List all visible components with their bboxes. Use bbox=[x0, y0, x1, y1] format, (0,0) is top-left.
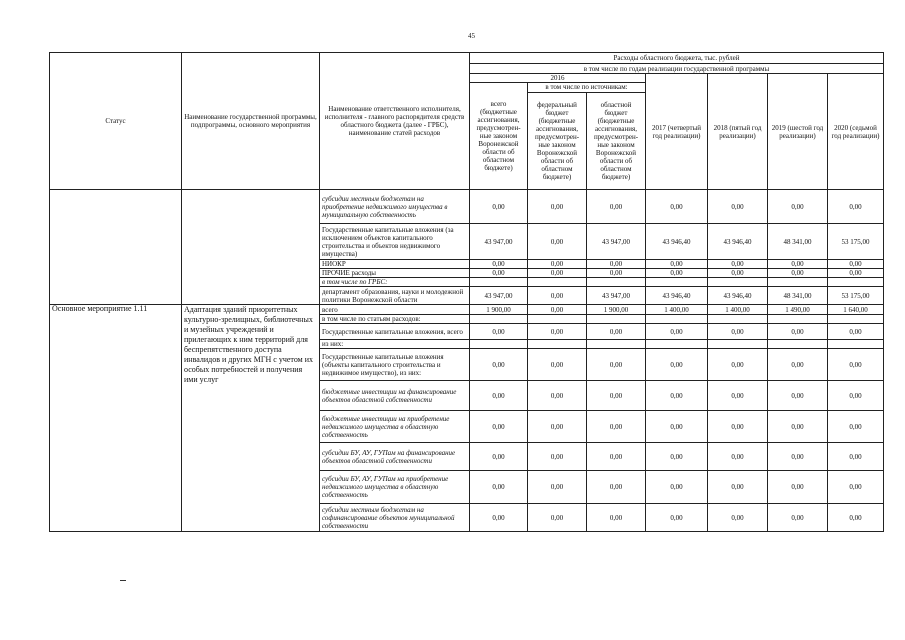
row-value bbox=[828, 340, 884, 349]
row-label: субсидии местным бюджетам на приобретение недвижимого имущества в муниципальную собственность bbox=[320, 190, 470, 224]
row-value: 0,00 bbox=[528, 224, 587, 260]
row-label: из них: bbox=[320, 340, 470, 349]
row-value: 0,00 bbox=[768, 443, 828, 471]
row-value: 0,00 bbox=[768, 190, 828, 224]
header-total: всего (бюджетные ассигнования, предусмотрен- ные законом Воронежской области об областном бюджете) bbox=[470, 83, 528, 190]
section-rows bbox=[50, 305, 884, 532]
row-value: 0,00 bbox=[768, 269, 828, 278]
row-value: 43 947,00 bbox=[587, 224, 646, 260]
row-value: 0,00 bbox=[768, 381, 828, 411]
row-value: 0,00 bbox=[708, 324, 768, 340]
row-value: 0,00 bbox=[470, 190, 528, 224]
row-value: 1 900,00 bbox=[470, 305, 528, 315]
row-value: 0,00 bbox=[528, 471, 587, 504]
header-year-2016: 2016 bbox=[470, 74, 646, 83]
row-label: ПРОЧИЕ расходы bbox=[320, 269, 470, 278]
header-executor: Наименование ответственного исполнителя, исполнителя - главного распорядителя средств областного бюджета (далее - ГРБС), наименование статей расходов bbox=[320, 53, 470, 190]
row-value: 0,00 bbox=[528, 349, 587, 381]
row-value: 0,00 bbox=[708, 443, 768, 471]
row-value bbox=[708, 340, 768, 349]
header-2017: 2017 (четвертый год реализации) bbox=[646, 74, 708, 190]
row-label: всего bbox=[320, 305, 470, 315]
header-sources-block bbox=[528, 83, 646, 190]
row-value bbox=[470, 340, 528, 349]
row-label: субсидии местным бюджетам на софинансирование объектов муниципальной собственности bbox=[320, 504, 470, 532]
row-value: 0,00 bbox=[708, 411, 768, 443]
row-label: НИОКР bbox=[320, 260, 470, 269]
row-value: 0,00 bbox=[828, 411, 884, 443]
row-value: 0,00 bbox=[646, 269, 708, 278]
row-value: 0,00 bbox=[708, 190, 768, 224]
row-value: 43 947,00 bbox=[470, 224, 528, 260]
row-value: 0,00 bbox=[587, 260, 646, 269]
row-value: 0,00 bbox=[470, 260, 528, 269]
row-value bbox=[587, 278, 646, 287]
row-value: 1 640,00 bbox=[828, 305, 884, 315]
row-value: 53 175,00 bbox=[828, 287, 884, 305]
row-label: Государственные капитальные вложения (за исключением объектов капитального строительства и объектов недвижимого имущества) bbox=[320, 224, 470, 260]
row-value bbox=[646, 278, 708, 287]
row-value: 0,00 bbox=[528, 324, 587, 340]
row-value bbox=[646, 315, 708, 324]
table-header bbox=[50, 53, 884, 190]
row-value: 0,00 bbox=[708, 269, 768, 278]
row-value: 0,00 bbox=[528, 305, 587, 315]
row-value: 0,00 bbox=[470, 443, 528, 471]
row-value bbox=[708, 278, 768, 287]
row-value: 0,00 bbox=[587, 269, 646, 278]
row-value: 0,00 bbox=[646, 381, 708, 411]
row-value: 48 341,00 bbox=[768, 224, 828, 260]
row-value: 43 946,40 bbox=[646, 224, 708, 260]
row-value: 0,00 bbox=[587, 443, 646, 471]
row-value: 0,00 bbox=[528, 287, 587, 305]
row-value bbox=[708, 315, 768, 324]
row-value: 0,00 bbox=[528, 269, 587, 278]
row-value: 0,00 bbox=[646, 443, 708, 471]
row-value: 0,00 bbox=[708, 381, 768, 411]
row-value bbox=[587, 315, 646, 324]
row-value: 0,00 bbox=[587, 471, 646, 504]
header-by-sources: в том числе по источникам: bbox=[528, 83, 645, 93]
row-value: 0,00 bbox=[587, 190, 646, 224]
row-value: 0,00 bbox=[646, 260, 708, 269]
row-label: в том числе по статьям расходов: bbox=[320, 315, 470, 324]
row-value: 0,00 bbox=[646, 190, 708, 224]
row-value bbox=[768, 278, 828, 287]
blank-name-cell bbox=[182, 190, 320, 305]
budget-table bbox=[49, 52, 884, 532]
header-by-years: в том числе по годам реализации государственной программы bbox=[470, 64, 884, 74]
row-value: 0,00 bbox=[470, 381, 528, 411]
row-label: бюджетные инвестиции на финансирование объектов областной собственности bbox=[320, 381, 470, 411]
row-value: 0,00 bbox=[587, 381, 646, 411]
row-value bbox=[828, 278, 884, 287]
row-value: 0,00 bbox=[768, 504, 828, 532]
row-value bbox=[828, 315, 884, 324]
row-value: 0,00 bbox=[470, 349, 528, 381]
row-value bbox=[768, 315, 828, 324]
row-value bbox=[528, 278, 587, 287]
row-label: Государственные капитальные вложения (объекты капитального строительства и недвижимое имущество), из них: bbox=[320, 349, 470, 381]
row-value: 0,00 bbox=[828, 471, 884, 504]
row-value: 43 947,00 bbox=[587, 287, 646, 305]
header-expenses-title: Расходы областного бюджета, тыс. рублей bbox=[470, 53, 884, 64]
row-value: 43 946,40 bbox=[646, 287, 708, 305]
page-number: 45 bbox=[468, 32, 475, 40]
row-value: 53 175,00 bbox=[828, 224, 884, 260]
table-row bbox=[50, 190, 884, 224]
row-value: 0,00 bbox=[708, 349, 768, 381]
row-value: 0,00 bbox=[828, 190, 884, 224]
row-value: 1 400,00 bbox=[708, 305, 768, 315]
section-name: Адаптация зданий приоритетных культурно-зрелищных, библиотечных и музейных учреждений и прилегающих к ним территорий для беспрепятственного доступа инвалидов и других МГН с учетом их особых потребностей и получения ими услуг bbox=[182, 305, 320, 532]
row-value: 0,00 bbox=[587, 504, 646, 532]
row-value: 0,00 bbox=[708, 471, 768, 504]
table-row bbox=[50, 305, 884, 315]
row-value: 0,00 bbox=[828, 260, 884, 269]
row-label: в том числе по ГРБС: bbox=[320, 278, 470, 287]
row-value: 0,00 bbox=[646, 411, 708, 443]
row-value: 0,00 bbox=[587, 324, 646, 340]
row-value: 0,00 bbox=[587, 349, 646, 381]
header-2018: 2018 (пятый год реализации) bbox=[708, 74, 768, 190]
row-value: 0,00 bbox=[646, 349, 708, 381]
section-status: Основное мероприятие 1.11 bbox=[50, 305, 182, 532]
row-value bbox=[587, 340, 646, 349]
header-2019: 2019 (шестой год реализации) bbox=[768, 74, 828, 190]
row-value: 0,00 bbox=[646, 504, 708, 532]
row-value: 0,00 bbox=[646, 471, 708, 504]
row-value: 0,00 bbox=[828, 443, 884, 471]
row-value: 0,00 bbox=[470, 269, 528, 278]
row-value bbox=[646, 340, 708, 349]
row-value: 0,00 bbox=[708, 260, 768, 269]
row-value: 43 946,40 bbox=[708, 224, 768, 260]
row-value: 0,00 bbox=[528, 381, 587, 411]
header-regional: областной бюджет (бюджетные ассигнования, предусмотрен- ные законом Воронежской области об областном бюджете) bbox=[593, 101, 639, 181]
row-value bbox=[470, 315, 528, 324]
row-value: 0,00 bbox=[828, 381, 884, 411]
row-label: субсидии БУ, АУ, ГУПам на финансирование объектов областной собственности bbox=[320, 443, 470, 471]
blank-status-cell bbox=[50, 190, 182, 305]
row-value: 0,00 bbox=[768, 260, 828, 269]
row-label: бюджетные инвестиции на приобретение недвижимого имущества в областную собственность bbox=[320, 411, 470, 443]
row-value: 1 900,00 bbox=[587, 305, 646, 315]
header-program-name: Наименование государственной программы, подпрограммы, основного мероприятия bbox=[182, 53, 320, 190]
row-value: 0,00 bbox=[708, 504, 768, 532]
row-value: 0,00 bbox=[528, 190, 587, 224]
row-value: 0,00 bbox=[528, 411, 587, 443]
row-value: 0,00 bbox=[828, 324, 884, 340]
row-label: департамент образования, науки и молодежной политики Воронежской области bbox=[320, 287, 470, 305]
row-value: 0,00 bbox=[528, 260, 587, 269]
row-value: 0,00 bbox=[470, 411, 528, 443]
header-2020: 2020 (седьмой год реализации) bbox=[828, 74, 884, 190]
header-status: Статус bbox=[50, 53, 182, 190]
row-value: 1 400,00 bbox=[646, 305, 708, 315]
row-value: 0,00 bbox=[528, 443, 587, 471]
row-value: 0,00 bbox=[828, 349, 884, 381]
row-value: 0,00 bbox=[646, 324, 708, 340]
row-value: 0,00 bbox=[768, 411, 828, 443]
row-value: 0,00 bbox=[470, 471, 528, 504]
row-value bbox=[528, 315, 587, 324]
header-federal: федеральный бюджет (бюджетные ассигнования, предусмотрен- ные законом Воронежской области об областном бюджете) bbox=[528, 93, 587, 189]
row-value: 0,00 bbox=[768, 471, 828, 504]
row-value: 0,00 bbox=[768, 349, 828, 381]
row-label: Государственные капитальные вложения, всего bbox=[320, 324, 470, 340]
row-value: 0,00 bbox=[470, 504, 528, 532]
row-value bbox=[528, 340, 587, 349]
row-value: 0,00 bbox=[528, 504, 587, 532]
row-value: 43 947,00 bbox=[470, 287, 528, 305]
row-label: субсидии БУ, АУ, ГУПам на приобретение недвижимого имущества в областную собственность bbox=[320, 471, 470, 504]
row-value bbox=[470, 278, 528, 287]
top-rows bbox=[50, 190, 884, 305]
row-value bbox=[768, 340, 828, 349]
footer-mark bbox=[120, 580, 126, 581]
row-value: 0,00 bbox=[470, 324, 528, 340]
row-value: 0,00 bbox=[828, 504, 884, 532]
row-value: 48 341,00 bbox=[768, 287, 828, 305]
row-value: 43 946,40 bbox=[708, 287, 768, 305]
row-value: 0,00 bbox=[768, 324, 828, 340]
row-value: 0,00 bbox=[587, 411, 646, 443]
row-value: 1 490,00 bbox=[768, 305, 828, 315]
row-value: 0,00 bbox=[828, 269, 884, 278]
